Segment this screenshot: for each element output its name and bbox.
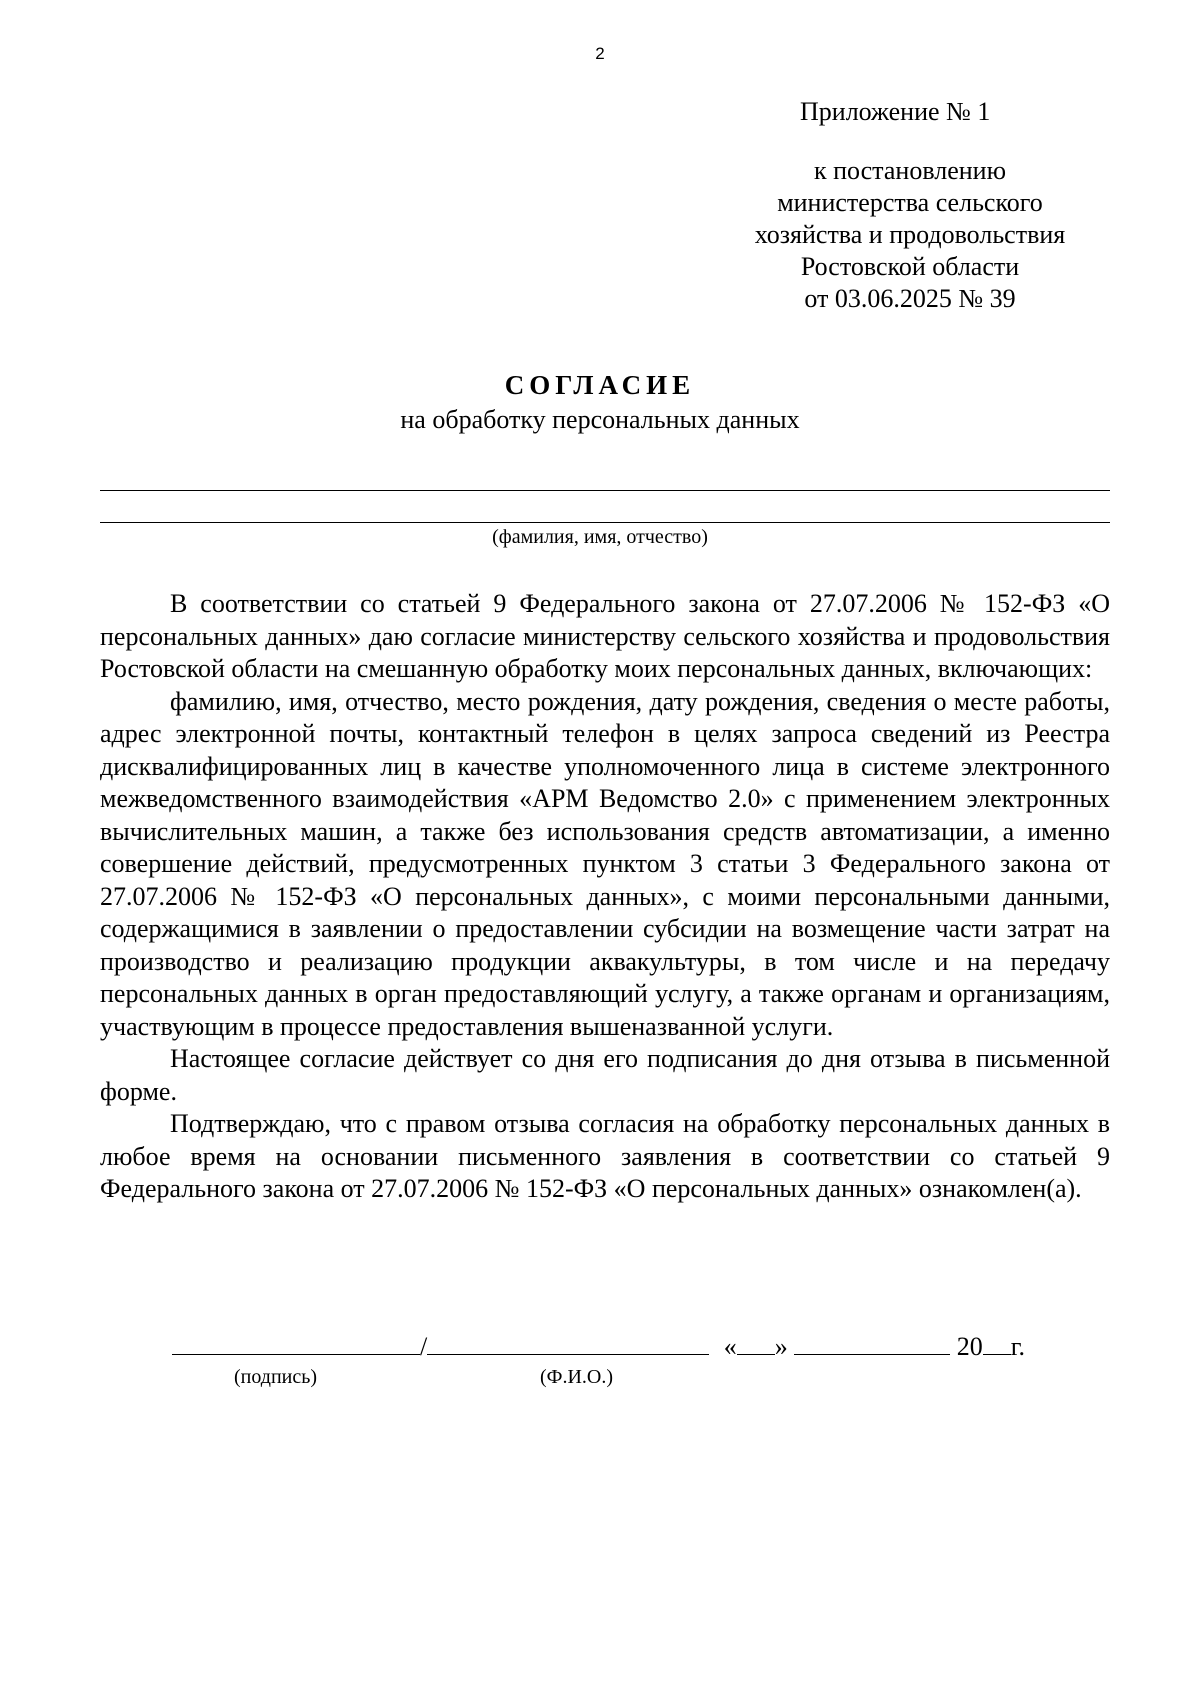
name-caption: (Ф.И.О.) bbox=[540, 1366, 614, 1388]
paragraph: В соответствии со статьей 9 Федерального закона от 27.07.2006 № 152-ФЗ «О персональных данных» даю согласие министерству сельского хозяйства и продовольствия Ростовской области на смешанную обработку моих персональных данных, включающих: bbox=[100, 589, 1110, 683]
consent-body bbox=[100, 588, 1110, 1206]
signature-slash: / bbox=[420, 1332, 428, 1361]
year-suffix: г. bbox=[1010, 1332, 1025, 1361]
signature-row bbox=[172, 1332, 1112, 1362]
name-field[interactable] bbox=[427, 1332, 709, 1355]
appendix-line: хозяйства и продовольствия bbox=[754, 220, 1066, 249]
paragraph: Подтверждаю, что с правом отзыва согласия на обработку персональных данных в любое время на основании письменного заявления в соответствии со статьей 9 Федерального закона от 27.07.2006 № 152-ФЗ «О персональных данных» ознакомлен(а). bbox=[100, 1109, 1110, 1203]
appendix-title: Приложение № 1 bbox=[800, 97, 991, 126]
appendix-line: к постановлению bbox=[813, 156, 1007, 185]
appendix-details bbox=[720, 155, 1100, 315]
appendix-line: Ростовской области bbox=[800, 252, 1020, 281]
month-field[interactable] bbox=[794, 1332, 950, 1355]
appendix-line: министерства сельского bbox=[777, 188, 1043, 217]
quote-open: « bbox=[723, 1332, 737, 1361]
year-prefix: 20 bbox=[956, 1332, 983, 1361]
day-field[interactable] bbox=[737, 1332, 775, 1355]
appendix-line: от 03.06.2025 № 39 bbox=[804, 284, 1016, 313]
document-title: СОГЛАСИЕ bbox=[504, 370, 696, 400]
paragraph: фамилию, имя, отчество, место рождения, дату рождения, сведения о месте работы, адрес электронной почты, контактный телефон в целях запроса сведений из Реестра дисквалифицированных лиц в качестве уполномоченного лица в системе электронного межведомственного взаимодействия «АРМ Ведомство 2.0» с применением электронных вычислительных машин, а также без использования средств автоматизации, а именно совершение действий, предусмотренных пунктом 3 статьи 3 Федерального закона от 27.07.2006 № 152-ФЗ «О персональных данных», с моими персональными данными, содержащимися в заявлении о предоставлении субсидии на возмещение части затрат на производство и реализацию продукции аквакультуры, в том числе и на передачу персональных данных в орган предоставляющий услугу, а также органам и организациям, участвующим в процессе предоставления вышеназванной услуги. bbox=[100, 686, 1110, 1041]
fio-caption: (фамилия, имя, отчество) bbox=[492, 526, 708, 548]
name-fill-line[interactable] bbox=[100, 490, 1110, 491]
paragraph: Настоящее согласие действует со дня его подписания до дня отзыва в письменной форме. bbox=[100, 1044, 1110, 1106]
signature-field[interactable] bbox=[172, 1332, 420, 1355]
year-field[interactable] bbox=[983, 1332, 1011, 1355]
document-subtitle: на обработку персональных данных bbox=[400, 405, 800, 434]
name-fill-line[interactable] bbox=[100, 522, 1110, 523]
quote-close: » bbox=[774, 1332, 788, 1361]
signature-caption: (подпись) bbox=[234, 1366, 318, 1388]
page-number: 2 bbox=[595, 44, 605, 63]
